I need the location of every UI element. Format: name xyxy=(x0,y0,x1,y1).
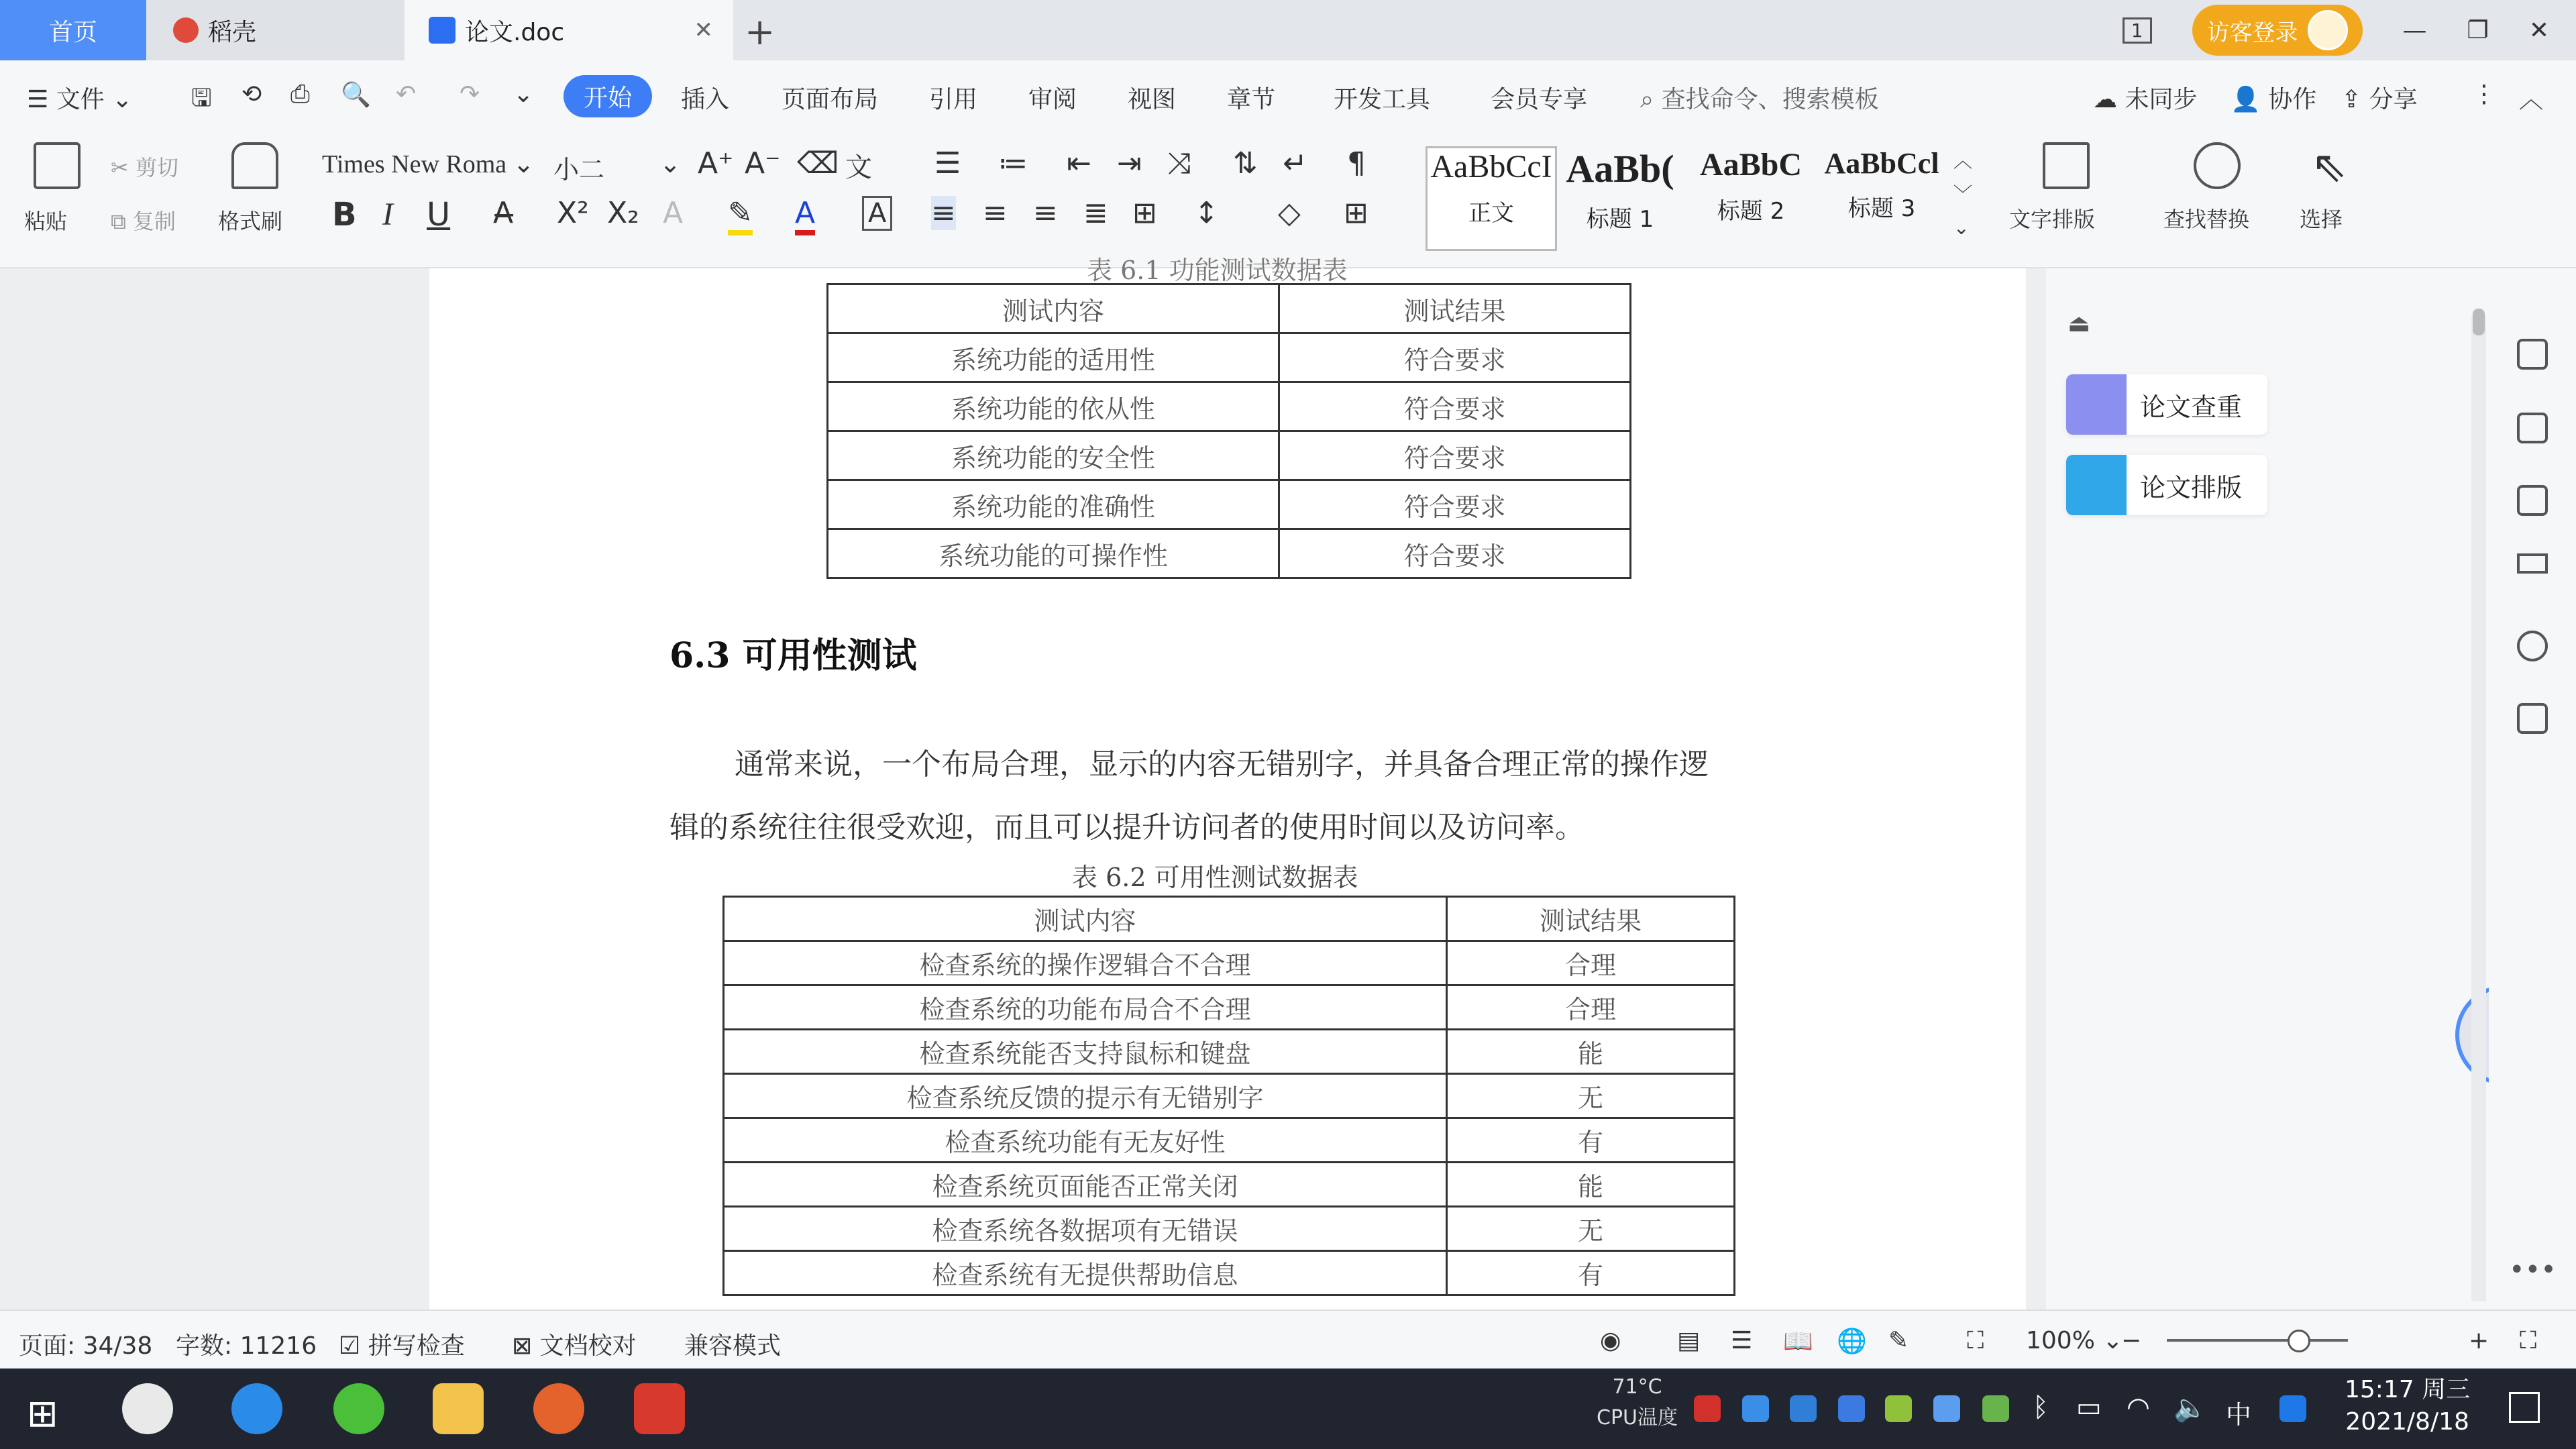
styles-scroll-icon[interactable]: ︿ ﹀ ⌄ xyxy=(1953,150,1973,239)
table-row xyxy=(724,1118,1735,1163)
shrink-font-icon[interactable]: A⁻ xyxy=(745,146,781,180)
distribute-icon[interactable]: ⊞ xyxy=(1132,196,1157,230)
font-size-value: 小二 xyxy=(553,155,605,184)
find-replace-icon[interactable] xyxy=(2194,142,2241,189)
tray-app-icon[interactable] xyxy=(1885,1395,1912,1422)
volume-icon[interactable]: 🔈 xyxy=(2174,1393,2207,1424)
tab-home[interactable] xyxy=(0,0,146,60)
customize-icon[interactable]: ⌄ xyxy=(513,80,534,108)
table-cell: 检查系统页面能否正常关闭 xyxy=(724,1163,1447,1207)
save-icon[interactable]: 🖫 xyxy=(191,85,212,112)
share-button[interactable] xyxy=(2341,80,2418,115)
table-cell: 检查系统反馈的提示有无错别字 xyxy=(724,1074,1447,1118)
word-doc-icon xyxy=(429,17,455,44)
font-name-value: Times New Roma xyxy=(322,150,507,178)
paste-icon[interactable] xyxy=(34,142,80,189)
table-row xyxy=(724,1163,1735,1207)
table-cell: 检查系统的功能布局合不合理 xyxy=(724,985,1447,1030)
menu-page-layout[interactable]: 页面布局 xyxy=(782,86,879,113)
table-cell: 符合要求 xyxy=(1279,529,1631,578)
table-cell: 检查系统功能有无友好性 xyxy=(724,1118,1447,1163)
phonetic-icon[interactable]: 文 xyxy=(845,152,872,183)
table-row xyxy=(828,529,1631,578)
thesis-layout-label: 论文排版 xyxy=(2140,472,2243,502)
command-search[interactable] xyxy=(1640,80,1879,115)
new-tab-button[interactable]: + xyxy=(745,11,775,53)
fullscreen-icon[interactable]: ⛶ xyxy=(2520,1327,2537,1354)
table-cell: 系统功能的准确性 xyxy=(828,480,1279,529)
font-name-select[interactable]: Times New Roma ⌄ xyxy=(322,150,535,178)
bullet-list-icon[interactable]: ☰ xyxy=(934,146,961,180)
format-painter-label[interactable]: 格式刷 xyxy=(218,209,283,234)
file-explorer-icon[interactable] xyxy=(433,1383,484,1434)
clock-date: 2021/8/18 xyxy=(2345,1408,2469,1436)
proofread-button[interactable]: ⊠ 文档校对 xyxy=(512,1332,637,1360)
system-clock[interactable] xyxy=(2345,1374,2470,1438)
tray-app-icon[interactable] xyxy=(1742,1395,1769,1422)
guest-login-button[interactable] xyxy=(2192,5,2363,56)
proofread-label: 文档校对 xyxy=(539,1332,637,1360)
zoom-slider[interactable] xyxy=(2167,1339,2348,1342)
superscript-icon[interactable]: X² xyxy=(557,196,589,230)
table-header-cell: 测试结果 xyxy=(1279,284,1631,333)
menu-start[interactable]: 开始 xyxy=(564,75,652,117)
table-cell: 系统功能的可操作性 xyxy=(828,529,1279,578)
style-heading2-sample: AaBbC xyxy=(1699,147,1803,182)
table-cell: 符合要求 xyxy=(1279,480,1631,529)
compat-mode: 兼容模式 xyxy=(684,1332,782,1360)
cut-label: 剪切 xyxy=(135,155,178,180)
table-cell: 合理 xyxy=(1447,941,1735,985)
thesis-layout-icon xyxy=(2066,455,2127,515)
windows-start-icon[interactable]: ⊞ xyxy=(27,1392,58,1436)
style-heading1-name: 标题 1 xyxy=(1586,206,1654,233)
style-heading3[interactable] xyxy=(1818,146,1945,247)
font-size-select[interactable]: 小二 ⌄ xyxy=(553,149,681,184)
notification-icon[interactable] xyxy=(2509,1392,2540,1423)
vertical-scrollbar[interactable] xyxy=(2471,315,2486,1301)
sort-icon[interactable]: ⇅ xyxy=(1233,146,1258,180)
eye-protect-icon[interactable]: ◉ xyxy=(1600,1327,1621,1354)
outline-view-icon[interactable]: ☰ xyxy=(1731,1327,1753,1354)
tab-home-label: 首页 xyxy=(48,18,97,46)
table-cell: 检查系统能否支持鼠标和键盘 xyxy=(724,1030,1447,1074)
char-border-icon[interactable]: A xyxy=(862,196,892,231)
image-tool-icon[interactable] xyxy=(2517,703,2548,734)
table-cell: 系统功能的适用性 xyxy=(828,333,1279,382)
line-break-icon[interactable]: ↵ xyxy=(1283,146,1307,180)
write-mode-icon[interactable]: ✎ xyxy=(1888,1327,1909,1354)
file-menu[interactable]: ☰ 文件 ⌄ xyxy=(27,86,133,113)
table-cell: 合理 xyxy=(1447,985,1735,1030)
wps-icon[interactable] xyxy=(634,1383,685,1434)
zoom-slider-knob[interactable] xyxy=(2288,1330,2310,1352)
battery-icon[interactable]: ▭ xyxy=(2076,1392,2102,1423)
cpu-temp-label: CPU温度 xyxy=(1597,1406,1678,1430)
table-row xyxy=(724,1074,1735,1118)
clear-format-icon[interactable]: ⌫ xyxy=(797,146,839,180)
thesis-layout-button[interactable] xyxy=(2066,455,2267,515)
settings-slider-icon[interactable] xyxy=(2517,553,2548,574)
style-normal[interactable] xyxy=(1426,146,1557,251)
cpu-temp xyxy=(1597,1372,1678,1434)
thesis-check-label: 论文查重 xyxy=(2140,392,2243,422)
menu-developer[interactable]: 开发工具 xyxy=(1334,86,1431,113)
search-icon: ⌕ xyxy=(1640,86,1654,113)
window-controls xyxy=(2123,0,2576,60)
zoom-value: 100% xyxy=(2026,1327,2095,1354)
undo-icon[interactable]: ↶ xyxy=(396,80,417,108)
table-cell: 有 xyxy=(1447,1118,1735,1163)
table-row xyxy=(724,1251,1735,1295)
table-cell: 符合要求 xyxy=(1279,382,1631,431)
table-row xyxy=(724,985,1735,1030)
table1-caption: 表 6.1 功能测试数据表 xyxy=(1087,256,1348,285)
zoom-select[interactable]: 100% ⌄ xyxy=(2026,1327,2123,1354)
pen-icon[interactable] xyxy=(2517,413,2548,443)
user-icon: 👤 xyxy=(2231,86,2261,113)
more-tools-icon[interactable]: ••• xyxy=(2509,1254,2557,1285)
tray-app-icon[interactable] xyxy=(1790,1395,1817,1422)
rocket-icon[interactable] xyxy=(2517,339,2548,370)
page-indicator-icon[interactable]: 1 xyxy=(2123,17,2152,44)
decrease-indent-icon[interactable]: ⇤ xyxy=(1067,146,1091,180)
table-cell: 能 xyxy=(1447,1030,1735,1074)
spell-check-button[interactable]: ☑ 拼写检查 xyxy=(339,1332,465,1360)
qq-icon[interactable] xyxy=(2279,1395,2306,1422)
menu-insert[interactable]: 插入 xyxy=(681,86,730,113)
table-cell: 检查系统的操作逻辑合不合理 xyxy=(724,941,1447,985)
table-cell: 检查系统各数据项有无错误 xyxy=(724,1207,1447,1251)
style-normal-name: 正文 xyxy=(1468,200,1514,227)
align-right-icon[interactable]: ≡ xyxy=(1033,196,1058,230)
minimize-icon[interactable]: — xyxy=(2402,16,2427,44)
table-cell: 无 xyxy=(1447,1207,1735,1251)
file-menu-label: 文件 xyxy=(56,86,105,113)
paragraph-line: 辑的系统往往很受欢迎，而且可以提升访问者的使用时间以及访问率。 xyxy=(669,810,1585,845)
line-spacing-icon[interactable]: ↕ xyxy=(1194,196,1219,230)
menu-member[interactable]: 会员专享 xyxy=(1491,86,1588,113)
paragraph-line: 通常来说，一个布局合理，显示的内容无错别字，并具备合理正常的操作逻 xyxy=(735,747,1709,782)
show-marks-icon[interactable]: ¶ xyxy=(1347,146,1366,180)
menu-chapter[interactable]: 章节 xyxy=(1227,86,1276,113)
collapse-ribbon-icon[interactable]: ︿ xyxy=(2519,86,2544,113)
table-cell: 系统功能的安全性 xyxy=(828,431,1279,480)
sync-label: 未同步 xyxy=(2125,86,2198,113)
underline-icon[interactable]: U xyxy=(427,196,451,233)
thesis-check-icon xyxy=(2066,374,2127,435)
daoke-icon xyxy=(173,17,199,43)
collab-button[interactable] xyxy=(2231,80,2316,115)
table-cell: 能 xyxy=(1447,1163,1735,1207)
word-count[interactable]: 字数: 11216 xyxy=(176,1332,317,1360)
browser-360-icon[interactable] xyxy=(333,1383,384,1434)
table-header-cell: 测试结果 xyxy=(1447,897,1735,941)
app-icon[interactable] xyxy=(122,1383,173,1434)
sync-button[interactable] xyxy=(2093,80,2197,115)
table-header-row xyxy=(724,897,1735,941)
font-color-icon[interactable]: A xyxy=(795,196,815,235)
wifi-icon[interactable]: ◠ xyxy=(2127,1392,2150,1423)
text-layout-label[interactable]: 文字排版 xyxy=(2009,207,2096,232)
pointer-icon[interactable] xyxy=(2517,485,2548,516)
table-row xyxy=(828,480,1631,529)
table-cell: 无 xyxy=(1447,1074,1735,1118)
tab-document-label: 论文.doc xyxy=(465,18,565,46)
shield-icon[interactable] xyxy=(1838,1395,1865,1422)
page-view-icon[interactable]: ▤ xyxy=(1677,1327,1701,1354)
avatar xyxy=(2308,10,2348,50)
highlight-icon[interactable]: ✎ xyxy=(728,196,753,235)
command-search-placeholder: 查找命令、搜索模板 xyxy=(1661,86,1879,113)
tab-daoke-label: 稻壳 xyxy=(208,18,257,46)
reading-view-icon[interactable]: 📖 xyxy=(1783,1328,1813,1355)
align-center-icon[interactable]: ≡ xyxy=(983,196,1008,230)
table-header-row xyxy=(828,284,1631,333)
guest-login-label: 访客登录 xyxy=(2206,19,2298,46)
table2-caption: 表 6.2 可用性测试数据表 xyxy=(1072,863,1358,892)
zoom-in-icon[interactable]: + xyxy=(2469,1327,2489,1354)
table-row xyxy=(828,431,1631,480)
web-view-icon[interactable]: 🌐 xyxy=(1837,1328,1867,1355)
table-cell: 检查系统有无提供帮助信息 xyxy=(724,1251,1447,1295)
media-app-icon[interactable] xyxy=(533,1383,584,1434)
copy-button[interactable]: ⧉ 复制 xyxy=(111,209,176,234)
section-heading: 6.3 可用性测试 xyxy=(669,635,917,676)
clock-time: 15:17 周三 xyxy=(2345,1376,2471,1403)
style-heading1-sample: AaBb( xyxy=(1566,147,1674,191)
text-layout-icon[interactable] xyxy=(2043,142,2090,189)
collab-label: 协作 xyxy=(2268,86,2317,113)
page-count[interactable]: 页面: 34/38 xyxy=(19,1332,153,1360)
scrollbar-thumb[interactable] xyxy=(2473,309,2485,335)
text-effect-icon[interactable]: A xyxy=(663,196,684,230)
collapse-panel-icon[interactable]: ⏏ xyxy=(2068,310,2091,337)
close-window-icon[interactable]: ✕ xyxy=(2528,16,2549,44)
menu-view[interactable]: 视图 xyxy=(1128,86,1177,113)
print-icon[interactable]: ⎙ xyxy=(290,80,310,108)
redo-icon[interactable]: ↷ xyxy=(460,80,480,108)
numbered-list-icon[interactable]: ≔ xyxy=(998,146,1028,180)
subscript-icon[interactable]: X₂ xyxy=(607,196,639,230)
close-tab-icon[interactable]: ✕ xyxy=(694,17,713,44)
help-icon[interactable] xyxy=(2517,631,2548,661)
format-painter-icon[interactable] xyxy=(231,142,278,189)
paste-label[interactable]: 粘贴 xyxy=(24,209,68,234)
select-label[interactable]: 选择 xyxy=(2300,207,2343,232)
increase-indent-icon[interactable]: ⇥ xyxy=(1117,146,1142,180)
select-cursor-icon[interactable]: ⇖ xyxy=(2311,142,2347,192)
cloud-icon: ☁ xyxy=(2093,86,2117,113)
bold-icon[interactable]: B xyxy=(332,196,357,233)
style-heading2[interactable] xyxy=(1687,146,1815,247)
cpu-temp-value: 71°C xyxy=(1612,1375,1662,1399)
table-cell: 符合要求 xyxy=(1279,333,1631,382)
text-direction-icon[interactable]: ⤨ xyxy=(1167,146,1191,180)
nvidia-icon[interactable] xyxy=(1982,1395,2009,1422)
style-normal-sample: AaBbCcI xyxy=(1430,149,1552,184)
style-heading1[interactable] xyxy=(1556,146,1684,247)
table-row xyxy=(828,382,1631,431)
menu-references[interactable]: 引用 xyxy=(929,86,978,113)
italic-icon[interactable]: I xyxy=(382,197,393,232)
borders-icon[interactable]: ⊞ xyxy=(1344,196,1368,230)
align-left-icon[interactable]: ≡ xyxy=(931,196,956,230)
find-replace-label[interactable]: 查找替换 xyxy=(2163,207,2250,232)
fit-page-icon[interactable]: ⛶ xyxy=(1967,1327,1984,1354)
usability-test-table xyxy=(722,896,1735,1296)
function-test-table xyxy=(826,283,1631,579)
style-heading2-name: 标题 2 xyxy=(1717,198,1785,225)
strikethrough-icon[interactable]: A̶ xyxy=(493,196,514,230)
table-row xyxy=(724,1030,1735,1074)
spell-check-label: 拼写检查 xyxy=(368,1332,465,1360)
thesis-check-button[interactable] xyxy=(2066,374,2267,435)
more-icon[interactable]: ⋮ xyxy=(2472,80,2496,108)
table-row xyxy=(724,941,1735,985)
zoom-out-icon[interactable]: − xyxy=(2121,1327,2142,1354)
tray-app-icon[interactable] xyxy=(1933,1395,1960,1422)
table-cell: 系统功能的依从性 xyxy=(828,382,1279,431)
table-cell: 有 xyxy=(1447,1251,1735,1295)
style-heading3-sample: AaBbCcl xyxy=(1824,147,1939,180)
tab-daoke[interactable] xyxy=(146,0,405,60)
tab-document[interactable] xyxy=(405,0,733,60)
table-header-cell: 测试内容 xyxy=(828,284,1279,333)
tray-app-icon[interactable] xyxy=(1694,1395,1721,1422)
table-cell: 符合要求 xyxy=(1279,431,1631,480)
table-row xyxy=(724,1207,1735,1251)
grow-font-icon[interactable]: A⁺ xyxy=(698,146,734,180)
table-header-cell: 测试内容 xyxy=(724,897,1447,941)
copy-label: 复制 xyxy=(133,209,176,234)
share-icon: ⇪ xyxy=(2341,86,2362,113)
justify-icon[interactable]: ≣ xyxy=(1083,196,1108,230)
table-row xyxy=(828,333,1631,382)
undo-history-icon[interactable]: ⟲ xyxy=(241,80,262,108)
print-preview-icon[interactable]: 🔍 xyxy=(341,81,371,109)
ie-browser-icon[interactable] xyxy=(231,1383,282,1434)
bluetooth-icon[interactable]: ᛒ xyxy=(2033,1392,2049,1423)
share-label: 分享 xyxy=(2369,86,2418,113)
shading-icon[interactable]: ◇ xyxy=(1278,196,1301,230)
menu-review[interactable]: 审阅 xyxy=(1028,86,1077,113)
style-heading3-name: 标题 3 xyxy=(1847,195,1916,222)
restore-icon[interactable]: ❐ xyxy=(2467,16,2489,44)
ime-indicator[interactable]: 中 xyxy=(2226,1400,2252,1430)
cut-button[interactable]: ✂ 剪切 xyxy=(111,155,178,180)
